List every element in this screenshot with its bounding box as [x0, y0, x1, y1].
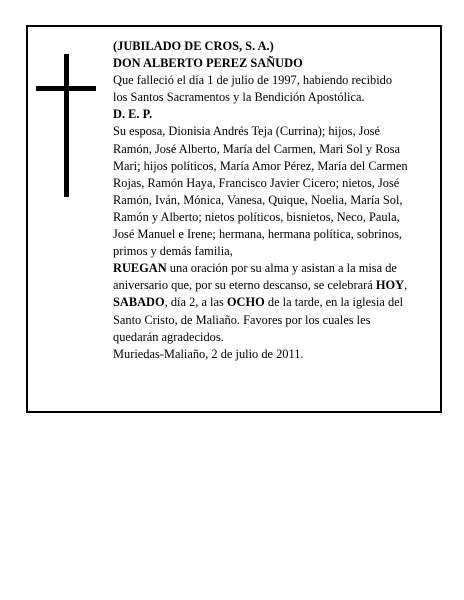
death-line: Que falleció el día 1 de julio de 1997, habiendo recibido	[113, 73, 393, 88]
sacraments-line: los Santos Sacramentos y la Bendición Apostólica.	[113, 90, 365, 105]
family-paragraph: Su esposa, Dionisia Andrés Teja (Currina); hijos, José Ramón, José Alberto, María del Carmen, Mari Sol y Rosa Mari; hijos políticos, María Amor Pérez, María del Carmen Rojas, Ramón Haya, Francisco Javier Cicero; nietos, José Ramón, Iván, Mónica, Vanesa, Quique, Noelia, María Sol, Ramón y Alberto; nietos políticos, bisnietos, Neco, Paula, José Manuel e Irene; hermana, hermana política, sobrinos, primos y demás familia,	[113, 124, 408, 259]
request-text-1: una oración por su alma y asistan a la misa de aniversario que, por su eterno descanso, se celebrará	[113, 261, 397, 293]
request-text-3: de la tarde, en la iglesia del Santo Cristo, de Maliaño. Favores por los cuales les quedarán agradecidos.	[113, 295, 404, 344]
request-comma: ,	[404, 278, 408, 293]
company-line: (JUBILADO DE CROS, S. A.)	[113, 39, 274, 53]
request-text-2: , día 2, a las	[164, 295, 227, 310]
cross-icon-crossbar	[36, 86, 96, 91]
ruegan-text: RUEGAN	[113, 261, 167, 276]
sabado-text: SABADO	[113, 295, 165, 310]
dep-line: D. E. P.	[113, 107, 153, 122]
hoy-text: HOY	[375, 278, 405, 293]
place-date-line: Muriedas-Maliaño, 2 de julio de 2011.	[113, 346, 304, 361]
deceased-name: DON ALBERTO PEREZ SAÑUDO	[113, 56, 303, 71]
cross-icon	[64, 54, 69, 197]
request-paragraph	[113, 260, 416, 345]
obituary-text	[113, 38, 416, 363]
ocho-text: OCHO	[226, 295, 265, 310]
